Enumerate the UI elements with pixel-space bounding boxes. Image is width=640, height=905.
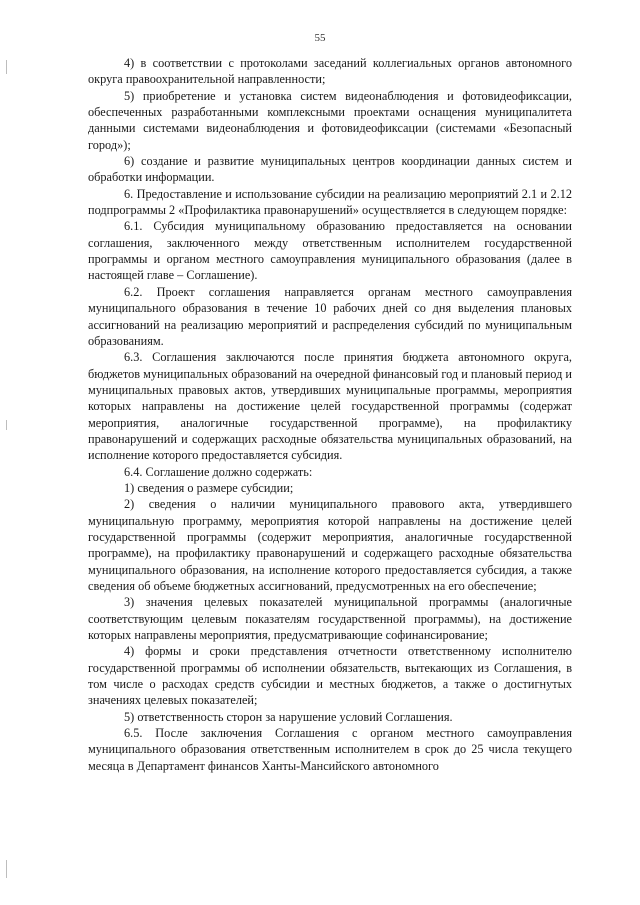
scan-edge-mark [6,860,7,878]
paragraph: 2) сведения о наличии муниципального правового акта, утвердившего муниципальную программу, мероприятия которой направлены на достижение целей государственной программы (содержит мероприятия, аналогичные государственной программе), на профилактику правонарушений и содержащего расходные обязательства муниципального образования, на исполнение которого предоставляется субсидия, а также сведения об объеме бюджетных ассигнований, предусмотренных на его обеспечение; [88,497,572,593]
paragraph: 6.3. Соглашения заключаются после принятия бюджета автономного округа, бюджетов муниципальных образований на очередной финансовый год и плановый период и муниципальных правовых актов, утвердивших муниципальные программы, мероприятия которых направлены на достижение целей государственной программы (содержат мероприятия, аналогичные государственной программе), на профилактику правонарушений и содержащих расходные обязательства муниципальных образований, на исполнение которого предоставляется субсидия. [88,350,572,463]
paragraph: 6. Предоставление и использование субсидии на реализацию мероприятий 2.1 и 2.12 подпрограммы 2 «Профилактика правонарушений» осуществляется в следующем порядке: [88,186,572,218]
paragraph: 5) приобретение и установка систем видеонаблюдения и фотовидеофиксации, обеспеченных разработанными комплексными проектами оснащения муниципалитета данными системами видеонаблюдения и фотовидеофиксации (системами «Безопасный город»); [88,88,572,152]
paragraph: 4) формы и сроки представления отчетности ответственному исполнителю государственной программы об исполнении обязательств, вытекающих из Соглашения, в том числе о расходах средств субсидии и местных бюджетов, а также о достигнутых значениях целевых показателей; [88,644,572,708]
scan-edge-mark [6,60,7,74]
paragraph: 1) сведения о размере субсидии; [124,480,294,495]
paragraph: 4) в соответствии с протоколами заседаний коллегиальных органов автономного округа правоохранительной направленности; [88,56,572,87]
paragraph: 6) создание и развитие муниципальных центров координации данных систем и обработки информации. [88,154,572,185]
scan-edge-mark [6,420,7,430]
paragraph: 6.1. Субсидия муниципальному образованию предоставляется на основании соглашения, заключенного между ответственным исполнителем государственной программы и органом местного самоуправления муниципального образования (далее в настоящей главе – Соглашение). [88,219,572,283]
paragraph: 3) значения целевых показателей муниципальной программы (аналогичные соответствующим целевым показателям государственной программы), на достижение которых направлены мероприятия, предусматривающие софинансирование; [88,595,572,643]
paragraph: 5) ответственность сторон за нарушение условий Соглашения. [124,709,453,724]
page-number: 55 [314,32,326,44]
document-body [88,55,572,774]
paragraph: 6.5. После заключения Соглашения с органом местного самоуправления муниципального образования ответственным исполнителем в срок до 25 числа текущего месяца в Департамент финансов Ханты-Мансийского автономного [88,726,572,773]
paragraph: 6.2. Проект соглашения направляется органам местного самоуправления муниципального образования в течение 10 рабочих дней со дня выделения плановых ассигнований на реализацию мероприятий и распределения субсидий по муниципальным образованиям. [88,284,572,348]
paragraph: 6.4. Соглашение должно содержать: [124,464,313,479]
